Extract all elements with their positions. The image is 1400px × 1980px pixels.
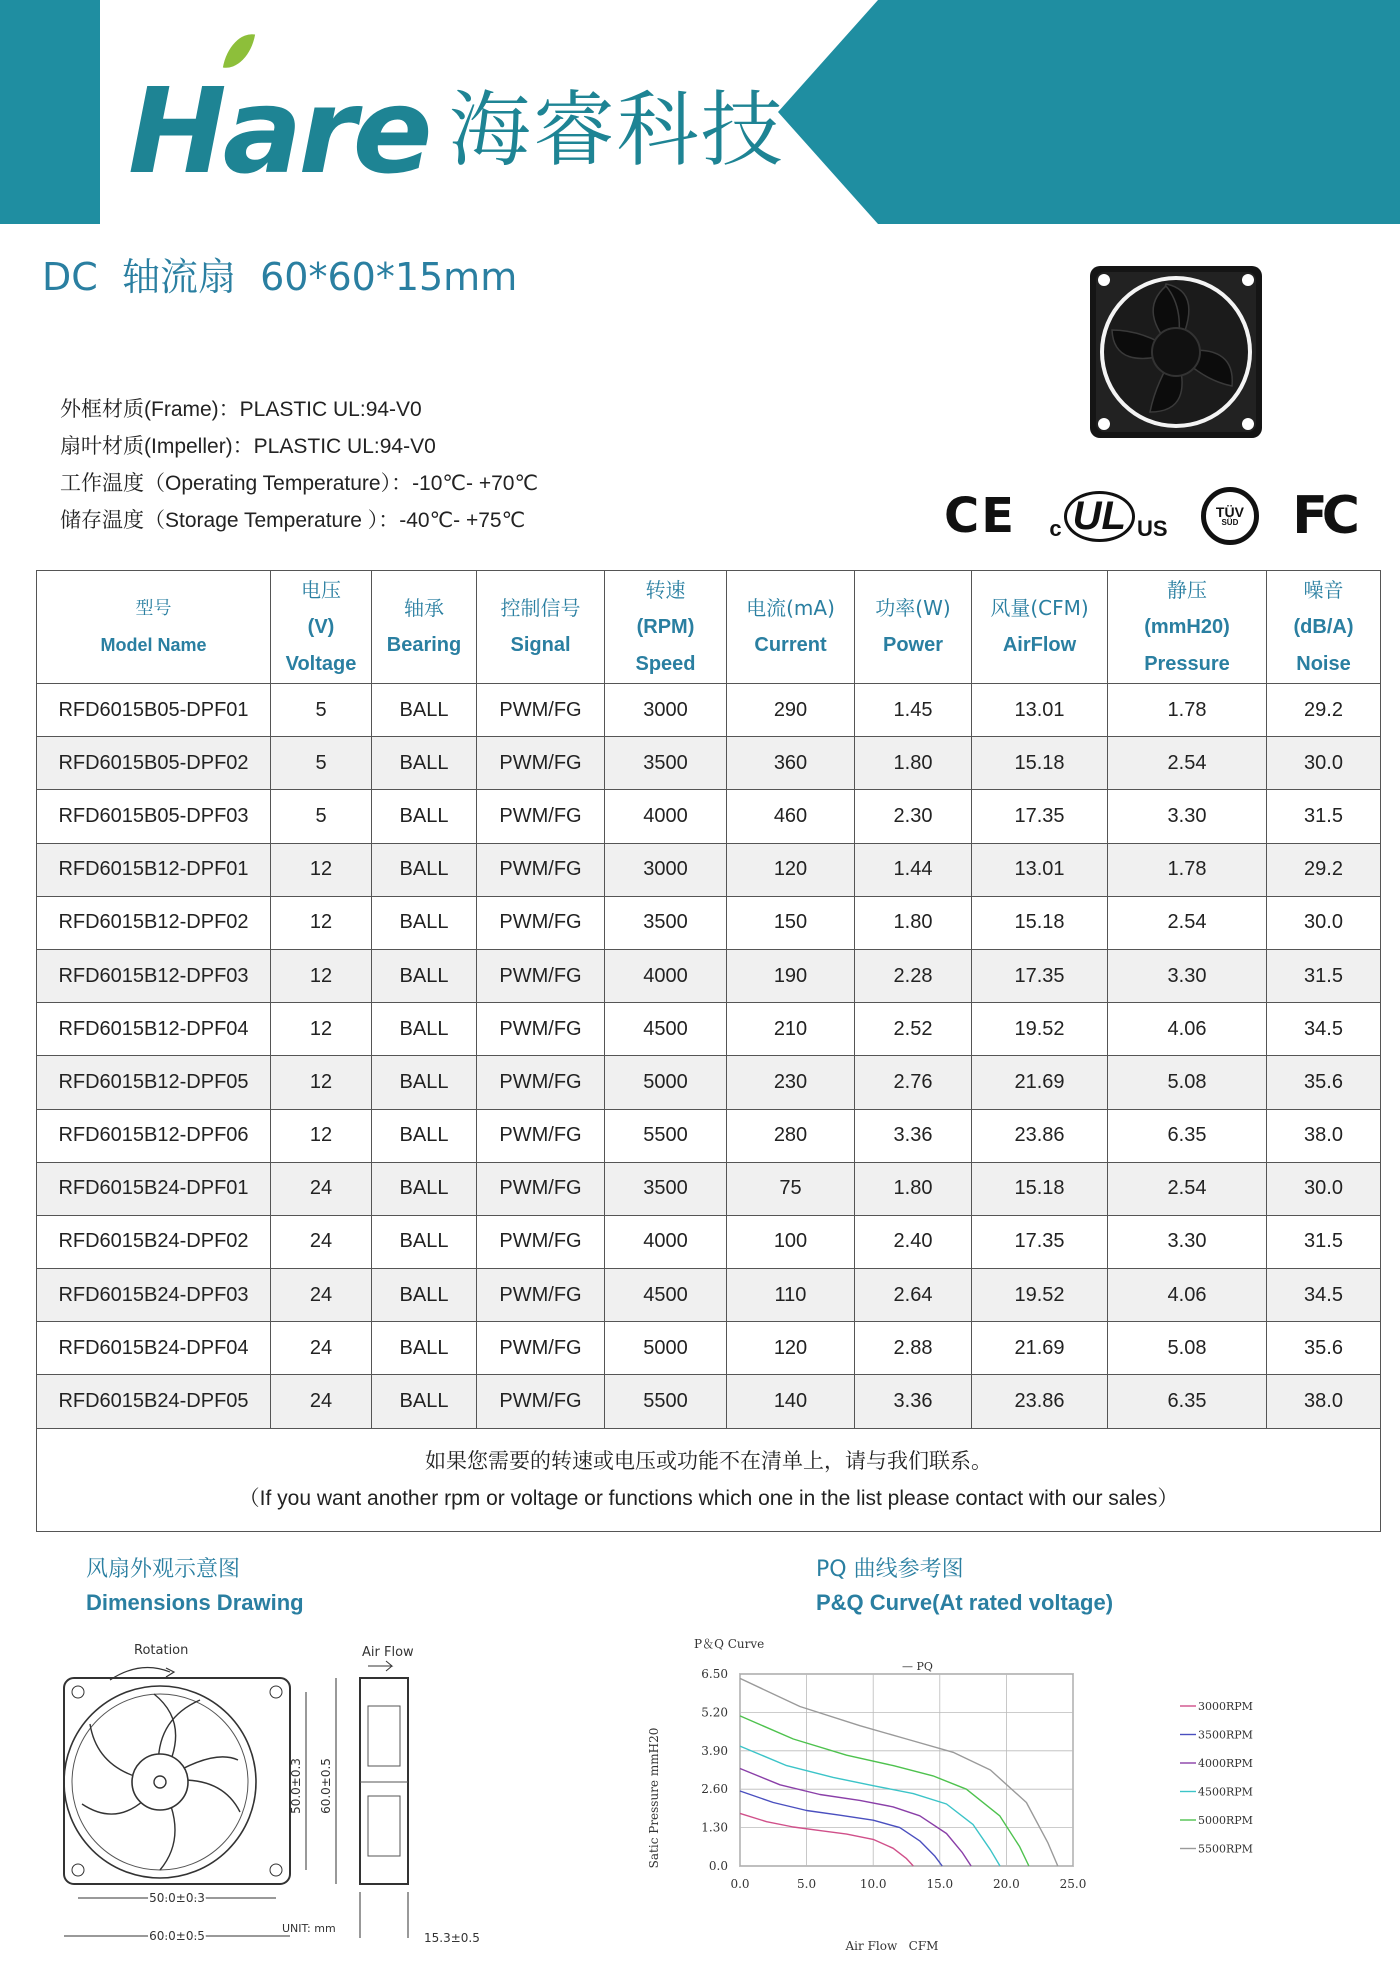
table-cell: 34.5 — [1267, 1269, 1381, 1322]
table-footer-note — [37, 1428, 1381, 1531]
tuv-mark: TÜV SÜD — [1201, 487, 1259, 545]
x-tick-label: 10.0 — [859, 1877, 887, 1891]
ce-mark: CE — [944, 488, 1017, 544]
table-cell: 4000 — [605, 949, 727, 1002]
y-tick-label: 6.50 — [701, 1667, 728, 1681]
table-cell: 3.30 — [1108, 790, 1267, 843]
brand-name-cn: 海睿科技 — [448, 83, 785, 178]
header-en: Voltage — [285, 652, 357, 675]
dimensions-title-en: Dimensions Drawing — [86, 1590, 304, 1615]
legend-label: 3500RPM — [1198, 1728, 1253, 1742]
header-en: Model Name — [100, 635, 207, 655]
size-v-label: 60.0±0.5 — [319, 1758, 333, 1814]
table-cell: 12 — [271, 1056, 372, 1109]
header-en: Noise — [1296, 652, 1351, 675]
spec-impeller: 扇叶材质(Impeller)：PLASTIC UL:94-V0 — [60, 435, 436, 458]
table-row — [37, 684, 1381, 737]
table-cell: BALL — [372, 843, 477, 896]
header-band-left — [0, 0, 100, 224]
airflow-label: Air Flow — [362, 1645, 414, 1660]
table-cell: RFD6015B24-DPF02 — [37, 1215, 271, 1268]
header-cn: 转速 — [645, 577, 686, 602]
spec-table — [36, 570, 1381, 1532]
header-cn: 风量(CFM) — [990, 596, 1089, 620]
table-cell: 290 — [727, 684, 855, 737]
x-tick-label: 0.0 — [730, 1877, 750, 1891]
table-cell: 23.86 — [972, 1375, 1108, 1428]
fc-mark: FC — [1292, 486, 1354, 546]
table-cell: 12 — [271, 896, 372, 949]
table-cell: BALL — [372, 1269, 477, 1322]
table-cell: RFD6015B24-DPF05 — [37, 1375, 271, 1428]
header-cn: 控制信号 — [500, 596, 581, 620]
table-cell: RFD6015B05-DPF03 — [37, 790, 271, 843]
table-cell: 21.69 — [972, 1056, 1108, 1109]
table-cell: RFD6015B05-DPF01 — [37, 684, 271, 737]
table-cell: 2.30 — [855, 790, 972, 843]
table-cell: PWM/FG — [477, 1162, 605, 1215]
table-cell: 24 — [271, 1215, 372, 1268]
table-cell: BALL — [372, 949, 477, 1002]
table-cell: 2.40 — [855, 1215, 972, 1268]
table-cell: PWM/FG — [477, 790, 605, 843]
table-cell: PWM/FG — [477, 949, 605, 1002]
spec-storage-temp: 储存温度（Storage Temperature ）：-40℃- +75℃ — [60, 509, 526, 532]
header-cn: 型号 — [135, 598, 172, 619]
table-cell: 110 — [727, 1269, 855, 1322]
table-cell: PWM/FG — [477, 1056, 605, 1109]
table-cell: 2.64 — [855, 1269, 972, 1322]
table-row — [37, 1269, 1381, 1322]
table-cell: PWM/FG — [477, 1109, 605, 1162]
table-cell: 360 — [727, 737, 855, 790]
header-cell — [605, 571, 727, 684]
table-cell: BALL — [372, 1003, 477, 1056]
table-cell: 2.54 — [1108, 1162, 1267, 1215]
table-cell: PWM/FG — [477, 1322, 605, 1375]
x-axis-label: Air Flow CFM — [845, 1939, 939, 1953]
brand-name-en: Hare — [128, 62, 429, 200]
y-tick-label: 3.90 — [701, 1743, 728, 1758]
series-line-5500RPM — [740, 1678, 1058, 1866]
table-cell: 3500 — [605, 1162, 727, 1215]
table-cell: 2.28 — [855, 949, 972, 1002]
rotation-label: Rotation — [134, 1643, 189, 1658]
table-row — [37, 1056, 1381, 1109]
table-cell: 29.2 — [1267, 843, 1381, 896]
hole-spacing-h-label: 50.0±0.3 — [149, 1891, 205, 1905]
table-cell: 38.0 — [1267, 1109, 1381, 1162]
table-cell: BALL — [372, 737, 477, 790]
table-cell: BALL — [372, 1215, 477, 1268]
header-cell — [372, 571, 477, 684]
chart-title: P＆Q Curve — [694, 1637, 765, 1651]
x-tick-label: 5.0 — [797, 1877, 817, 1891]
table-cell: 1.45 — [855, 684, 972, 737]
unit-label: UNIT: mm — [282, 1922, 336, 1935]
table-cell: 2.54 — [1108, 737, 1267, 790]
table-cell: 30.0 — [1267, 737, 1381, 790]
table-cell: 120 — [727, 843, 855, 896]
table-cell: RFD6015B12-DPF03 — [37, 949, 271, 1002]
table-row — [37, 949, 1381, 1002]
table-cell: RFD6015B12-DPF02 — [37, 896, 271, 949]
header-unit: (RPM) — [636, 615, 695, 638]
table-row — [37, 1003, 1381, 1056]
table-cell: 30.0 — [1267, 1162, 1381, 1215]
x-tick-label: 20.0 — [993, 1877, 1020, 1891]
table-cell: 5 — [271, 684, 372, 737]
table-cell: 17.35 — [972, 949, 1108, 1002]
legend-label: 4500RPM — [1198, 1785, 1253, 1799]
table-cell: 140 — [727, 1375, 855, 1428]
table-body — [37, 684, 1381, 1429]
table-cell: 2.76 — [855, 1056, 972, 1109]
table-cell: 24 — [271, 1375, 372, 1428]
ul-mark: c UL US — [1049, 491, 1167, 542]
table-row — [37, 1162, 1381, 1215]
table-cell: 17.35 — [972, 790, 1108, 843]
table-cell: BALL — [372, 896, 477, 949]
table-cell: 13.01 — [972, 843, 1108, 896]
x-tick-label: 15.0 — [926, 1877, 954, 1891]
brand-logo — [128, 40, 785, 200]
table-cell: 3000 — [605, 843, 727, 896]
table-cell: 1.80 — [855, 737, 972, 790]
table-cell: BALL — [372, 1109, 477, 1162]
table-row — [37, 1322, 1381, 1375]
table-cell: 12 — [271, 1109, 372, 1162]
table-cell: PWM/FG — [477, 843, 605, 896]
table-cell: 24 — [271, 1162, 372, 1215]
table-cell: 6.35 — [1108, 1375, 1267, 1428]
table-cell: 2.88 — [855, 1322, 972, 1375]
table-cell: PWM/FG — [477, 684, 605, 737]
header-cell — [727, 571, 855, 684]
fan-photo — [1086, 262, 1266, 442]
spec-frame: 外框材质(Frame)：PLASTIC UL:94-V0 — [60, 398, 422, 421]
table-cell: 34.5 — [1267, 1003, 1381, 1056]
table-cell: BALL — [372, 1322, 477, 1375]
header-unit: (mmH20) — [1144, 615, 1230, 638]
footer-note-cn: 如果您需要的转速或电压或功能不在清单上，请与我们联系。 — [425, 1448, 992, 1473]
table-row — [37, 790, 1381, 843]
table-cell: 15.18 — [972, 1162, 1108, 1215]
table-row — [37, 896, 1381, 949]
table-cell: 31.5 — [1267, 1215, 1381, 1268]
table-row — [37, 1109, 1381, 1162]
y-tick-label: 0.0 — [708, 1859, 728, 1873]
table-cell: 35.6 — [1267, 1322, 1381, 1375]
table-cell: 5500 — [605, 1109, 727, 1162]
hole-spacing-v-label: 50.0±0.3 — [289, 1758, 303, 1814]
table-cell: 210 — [727, 1003, 855, 1056]
pq-chart — [640, 1628, 1280, 1958]
table-cell: 1.80 — [855, 896, 972, 949]
y-tick-label: 2.60 — [701, 1782, 728, 1797]
table-cell: 5 — [271, 737, 372, 790]
table-cell: 280 — [727, 1109, 855, 1162]
legend-label: 3000RPM — [1198, 1700, 1253, 1713]
table-cell: 5.08 — [1108, 1322, 1267, 1375]
pq-title-en: P&Q Curve(At rated voltage) — [816, 1590, 1114, 1615]
table-cell: 5 — [271, 790, 372, 843]
table-cell: RFD6015B12-DPF01 — [37, 843, 271, 896]
table-cell: 100 — [727, 1215, 855, 1268]
table-cell: 4.06 — [1108, 1269, 1267, 1322]
header-unit: (dB/A) — [1293, 615, 1354, 638]
table-cell: 5.08 — [1108, 1056, 1267, 1109]
table-cell: 3500 — [605, 737, 727, 790]
table-cell: 4500 — [605, 1269, 727, 1322]
table-cell: 1.78 — [1108, 843, 1267, 896]
table-cell: 31.5 — [1267, 949, 1381, 1002]
y-tick-label: 1.30 — [701, 1820, 728, 1835]
table-cell: PWM/FG — [477, 1215, 605, 1268]
dimensions-drawing — [50, 1636, 520, 1956]
table-cell: PWM/FG — [477, 896, 605, 949]
table-cell: BALL — [372, 1375, 477, 1428]
header-cell — [271, 571, 372, 684]
header-en: Power — [882, 634, 944, 656]
header-cn: 电压 — [301, 577, 341, 602]
table-cell: BALL — [372, 790, 477, 843]
certifications — [944, 484, 1354, 548]
table-cell: 5000 — [605, 1322, 727, 1375]
table-cell: 5500 — [605, 1375, 727, 1428]
header-cn: 电流(mA) — [746, 596, 835, 620]
series-line-3000RPM — [740, 1813, 913, 1866]
table-row — [37, 1375, 1381, 1428]
table-cell: 6.35 — [1108, 1109, 1267, 1162]
header-cn: 静压 — [1167, 577, 1207, 602]
header-cell — [477, 571, 605, 684]
table-cell: PWM/FG — [477, 1003, 605, 1056]
header-cn: 轴承 — [404, 596, 444, 620]
table-cell: RFD6015B12-DPF04 — [37, 1003, 271, 1056]
chart-grid — [740, 1674, 1073, 1866]
legend-label: 5000RPM — [1198, 1814, 1253, 1827]
header-cn: 功率(W) — [875, 596, 951, 620]
table-cell: 12 — [271, 1003, 372, 1056]
table-cell: 3000 — [605, 684, 727, 737]
x-tick-label: 25.0 — [1059, 1877, 1087, 1891]
table-cell: PWM/FG — [477, 1375, 605, 1428]
table-cell: 3.36 — [855, 1109, 972, 1162]
table-header-row — [37, 571, 1381, 684]
table-cell: 24 — [271, 1322, 372, 1375]
table-cell: 2.52 — [855, 1003, 972, 1056]
table-cell: 1.44 — [855, 843, 972, 896]
table-cell: 1.78 — [1108, 684, 1267, 737]
table-cell: 5000 — [605, 1056, 727, 1109]
table-cell: 4.06 — [1108, 1003, 1267, 1056]
table-cell: RFD6015B24-DPF04 — [37, 1322, 271, 1375]
spec-operating-temp: 工作温度（Operating Temperature）：-10℃- +70℃ — [60, 472, 539, 495]
header-cell — [972, 571, 1108, 684]
table-cell: 24 — [271, 1269, 372, 1322]
table-cell: 15.18 — [972, 737, 1108, 790]
header-cell — [1267, 571, 1381, 684]
header-en: Speed — [635, 652, 696, 675]
y-axis-label: Satic Pressure mmH20 — [647, 1727, 661, 1869]
table-cell: 3.30 — [1108, 1215, 1267, 1268]
table-cell: 12 — [271, 949, 372, 1002]
table-cell: PWM/FG — [477, 1269, 605, 1322]
header-cell — [37, 571, 271, 684]
table-cell: 3.36 — [855, 1375, 972, 1428]
table-cell: PWM/FG — [477, 737, 605, 790]
table-cell: 19.52 — [972, 1269, 1108, 1322]
header-en: Bearing — [386, 634, 462, 656]
chart-x-ticks — [730, 1877, 1086, 1891]
page-title: DC 轴流扇 60*60*15mm — [42, 255, 518, 299]
table-cell: 29.2 — [1267, 684, 1381, 737]
table-cell: 31.5 — [1267, 790, 1381, 843]
series-line-4500RPM — [740, 1746, 1000, 1866]
table-cell: RFD6015B05-DPF02 — [37, 737, 271, 790]
legend-label: 4000RPM — [1198, 1757, 1253, 1770]
table-cell: 460 — [727, 790, 855, 843]
table-cell: 23.86 — [972, 1109, 1108, 1162]
header-cell — [855, 571, 972, 684]
table-cell: 21.69 — [972, 1322, 1108, 1375]
table-cell: 4000 — [605, 1215, 727, 1268]
table-cell: 19.52 — [972, 1003, 1108, 1056]
thickness-label: 15.3±0.5 — [424, 1931, 480, 1945]
table-cell: 13.01 — [972, 684, 1108, 737]
table-cell: 4000 — [605, 790, 727, 843]
header-band-right — [778, 0, 1400, 224]
size-h-label: 60.0±0.5 — [149, 1929, 205, 1943]
legend-label: 5500RPM — [1198, 1842, 1253, 1856]
header-en: Signal — [510, 634, 571, 656]
table-row — [37, 843, 1381, 896]
table-cell: BALL — [372, 1162, 477, 1215]
header-en: Current — [754, 634, 827, 656]
table-cell: RFD6015B12-DPF06 — [37, 1109, 271, 1162]
table-cell: RFD6015B24-DPF03 — [37, 1269, 271, 1322]
table-cell: 17.35 — [972, 1215, 1108, 1268]
pq-title-cn: PQ 曲线参考图 — [816, 1557, 964, 1582]
table-row — [37, 737, 1381, 790]
table-cell: 3500 — [605, 896, 727, 949]
table-footer-row — [37, 1428, 1381, 1531]
table-cell: 38.0 — [1267, 1375, 1381, 1428]
table-cell: BALL — [372, 1056, 477, 1109]
header-unit: (V) — [307, 615, 335, 638]
table-row — [37, 1215, 1381, 1268]
y-tick-label: 5.20 — [701, 1705, 728, 1720]
table-cell: 35.6 — [1267, 1056, 1381, 1109]
table-cell: BALL — [372, 684, 477, 737]
table-cell: 4500 — [605, 1003, 727, 1056]
chart-legend — [1180, 1700, 1253, 1856]
chart-y-ticks — [701, 1667, 728, 1873]
chart-series — [740, 1678, 1058, 1866]
series-line-3500RPM — [740, 1791, 942, 1866]
table-cell: 15.18 — [972, 896, 1108, 949]
header-cell — [1108, 571, 1267, 684]
table-cell: 75 — [727, 1162, 855, 1215]
chart-legend-title: — PQ — [902, 1660, 933, 1673]
header-en: AirFlow — [1002, 634, 1077, 656]
table-cell: 190 — [727, 949, 855, 1002]
table-cell: 3.30 — [1108, 949, 1267, 1002]
table-cell: 1.80 — [855, 1162, 972, 1215]
table-cell: 2.54 — [1108, 896, 1267, 949]
table-cell: 150 — [727, 896, 855, 949]
header-cn: 噪音 — [1303, 577, 1344, 602]
header-en: Pressure — [1144, 652, 1230, 675]
footer-note-en: （If you want another rpm or voltage or functions which one in the list please contact with our sales） — [238, 1486, 1179, 1510]
table-cell: 120 — [727, 1322, 855, 1375]
table-cell: 230 — [727, 1056, 855, 1109]
table-cell: RFD6015B24-DPF01 — [37, 1162, 271, 1215]
table-cell: RFD6015B12-DPF05 — [37, 1056, 271, 1109]
table-cell: 30.0 — [1267, 896, 1381, 949]
dimensions-title-cn: 风扇外观示意图 — [86, 1557, 241, 1582]
table-cell: 12 — [271, 843, 372, 896]
